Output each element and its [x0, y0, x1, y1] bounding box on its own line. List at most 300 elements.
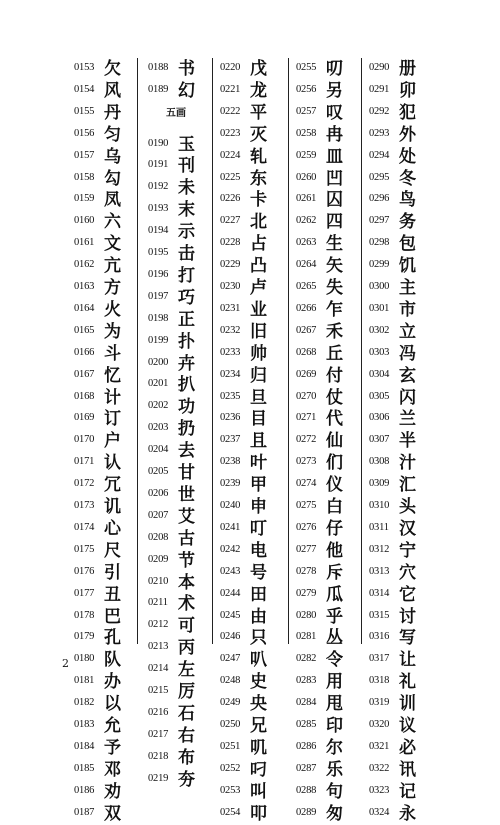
entry-number: 0168 — [74, 390, 95, 402]
entry-number: 0154 — [74, 83, 95, 95]
entry-character: 仪 — [326, 475, 343, 496]
entry-number: 0312 — [369, 543, 390, 555]
entry-number: 0194 — [148, 225, 169, 237]
entry-character: 双 — [104, 803, 121, 824]
entry-number: 0171 — [74, 456, 95, 468]
entry-character: 甘 — [178, 463, 195, 484]
entry-character: 册 — [399, 59, 416, 79]
entry-character: 示 — [178, 222, 195, 243]
entry-number: 0224 — [220, 149, 241, 161]
entry-number: 0239 — [220, 478, 241, 490]
entry-number: 0264 — [296, 259, 317, 271]
entry-number: 0187 — [74, 806, 95, 818]
entry-character: 帅 — [250, 343, 267, 364]
entry-character: 灭 — [250, 124, 267, 145]
entry-character: 市 — [399, 299, 416, 320]
entry-number: 0272 — [296, 434, 317, 446]
entry-number: 0229 — [220, 259, 241, 271]
entry-number: 0213 — [148, 641, 169, 653]
entry-character: 矢 — [326, 256, 343, 277]
entry-character: 犯 — [399, 102, 416, 123]
entry-number: 0259 — [296, 149, 317, 161]
entry-number: 0292 — [369, 105, 390, 117]
entry-number: 0235 — [220, 390, 241, 402]
entry-number: 0233 — [220, 346, 241, 358]
entry-number: 0211 — [148, 597, 168, 609]
entry-number: 0188 — [148, 62, 169, 73]
entry-number: 0286 — [296, 740, 317, 752]
entry-number: 0177 — [74, 587, 95, 599]
entry-character: 去 — [178, 441, 195, 462]
entry-number: 0181 — [74, 675, 95, 687]
entry-number: 0319 — [369, 697, 390, 709]
entry-character: 右 — [178, 725, 195, 746]
entry-character: 凤 — [104, 190, 121, 211]
entry-character: 皿 — [326, 146, 343, 167]
entry-number: 0172 — [74, 478, 95, 490]
entry-number: 0257 — [296, 105, 317, 117]
entry-number: 0250 — [220, 719, 241, 730]
entry-number: 0260 — [296, 171, 317, 183]
entry-character: 叨 — [326, 59, 343, 79]
entry-character: 句 — [326, 781, 343, 802]
entry-character: 正 — [178, 309, 195, 330]
entry-number: 0306 — [369, 412, 390, 424]
entry-number: 0155 — [74, 105, 95, 117]
entry-number: 0179 — [74, 631, 95, 643]
entry-character: 令 — [326, 650, 343, 671]
entry-number: 0225 — [220, 171, 241, 183]
entry-number: 0301 — [369, 302, 390, 314]
entry-number: 0241 — [220, 521, 241, 533]
entry-character: 电 — [250, 540, 267, 561]
entry-number: 0166 — [74, 346, 95, 358]
entry-number: 0212 — [148, 619, 169, 631]
entry-character: 史 — [250, 672, 267, 693]
entry-number: 0163 — [74, 281, 95, 292]
entry-character: 乎 — [326, 606, 343, 627]
entry-number: 0288 — [296, 784, 317, 796]
entry-character: 扒 — [178, 375, 195, 396]
entry-number: 0285 — [296, 719, 317, 730]
entry-number: 0308 — [369, 456, 390, 468]
entry-number: 0242 — [220, 543, 241, 555]
entry-character: 丹 — [104, 102, 121, 123]
entry-character: 饥 — [399, 256, 416, 277]
entry-number: 0201 — [148, 378, 169, 390]
entry-character: 代 — [326, 409, 343, 430]
entry-number: 0218 — [148, 750, 169, 762]
entry-number: 0232 — [220, 324, 241, 336]
entry-character: 讯 — [399, 759, 416, 780]
entry-character: 礼 — [399, 672, 416, 693]
entry-number: 0184 — [74, 740, 95, 752]
entry-character: 本 — [178, 572, 195, 593]
entry-number: 0276 — [296, 521, 317, 533]
entry-character: 只 — [250, 628, 267, 649]
entry-number: 0256 — [296, 83, 317, 95]
entry-number: 0295 — [369, 171, 390, 183]
entry-number: 0214 — [148, 663, 169, 675]
entry-character: 旦 — [250, 387, 267, 408]
entry-character: 叶 — [250, 453, 267, 474]
entry-character: 议 — [399, 716, 416, 736]
entry-character: 击 — [178, 244, 195, 265]
entry-character: 世 — [178, 484, 195, 505]
entry-character: 让 — [399, 650, 416, 671]
entry-number: 0182 — [74, 697, 95, 709]
entry-character: 刊 — [178, 156, 195, 177]
entry-number: 0198 — [148, 312, 169, 324]
entry-number: 0216 — [148, 706, 169, 718]
entry-number: 0162 — [74, 259, 95, 271]
entry-character: 立 — [399, 321, 416, 342]
entry-number: 0263 — [296, 237, 317, 249]
entry-character: 叼 — [250, 759, 267, 780]
entry-character: 付 — [326, 365, 343, 386]
entry-number: 0278 — [296, 565, 317, 577]
entry-number: 0267 — [296, 324, 317, 336]
entry-character: 巧 — [178, 287, 195, 308]
entry-number: 0302 — [369, 324, 390, 336]
entry-character: 六 — [104, 212, 121, 233]
entry-character: 卢 — [250, 278, 267, 298]
entry-number: 0277 — [296, 543, 317, 555]
column-divider — [288, 58, 289, 644]
entry-number: 0178 — [74, 609, 95, 621]
entry-character: 必 — [399, 737, 416, 758]
entry-character: 可 — [178, 616, 195, 637]
entry-character: 号 — [250, 562, 267, 583]
entry-character: 记 — [399, 781, 416, 802]
entry-number: 0209 — [148, 553, 169, 565]
entry-number: 0208 — [148, 531, 169, 543]
entry-character: 勾 — [104, 168, 121, 189]
entry-number: 0157 — [74, 149, 95, 161]
entry-character: 术 — [178, 594, 195, 615]
entry-number: 0217 — [148, 728, 169, 740]
entry-number: 0220 — [220, 62, 241, 73]
entry-number: 0258 — [296, 127, 317, 139]
entry-number: 0189 — [148, 83, 169, 95]
entry-character: 欠 — [104, 59, 121, 79]
entry-number: 0253 — [220, 784, 241, 796]
entry-number: 0236 — [220, 412, 241, 424]
entry-number: 0310 — [369, 500, 390, 511]
entry-number: 0238 — [220, 456, 241, 468]
entry-character: 巴 — [104, 606, 121, 627]
entry-number: 0316 — [369, 631, 390, 643]
page-number: 2 — [62, 657, 69, 670]
entry-number: 0251 — [220, 740, 241, 752]
entry-number: 0221 — [220, 83, 241, 95]
entry-number: 0300 — [369, 281, 390, 292]
entry-character: 斥 — [326, 562, 343, 583]
entry-number: 0303 — [369, 346, 390, 358]
entry-character: 他 — [326, 540, 343, 561]
entry-number: 0252 — [220, 762, 241, 774]
entry-character: 丘 — [326, 343, 343, 364]
entry-number: 0323 — [369, 784, 390, 796]
entry-number: 0249 — [220, 697, 241, 709]
entry-number: 0266 — [296, 302, 317, 314]
entry-character: 包 — [399, 234, 416, 255]
entry-character: 汇 — [399, 475, 416, 496]
entry-number: 0199 — [148, 334, 169, 346]
entry-character: 央 — [250, 694, 267, 715]
entry-number: 0190 — [148, 137, 169, 149]
entry-number: 0261 — [296, 193, 317, 205]
entry-character: 生 — [326, 234, 343, 255]
entry-number: 0282 — [296, 653, 317, 665]
entry-number: 0180 — [74, 653, 95, 665]
entry-character: 叹 — [326, 102, 343, 123]
entry-number: 0322 — [369, 762, 390, 774]
entry-character: 未 — [178, 178, 195, 199]
entry-character: 闪 — [399, 387, 416, 408]
entry-number: 0223 — [220, 127, 241, 139]
entry-number: 0311 — [369, 521, 389, 533]
entry-number: 0161 — [74, 237, 95, 249]
entry-character: 它 — [399, 584, 416, 605]
entry-number: 0294 — [369, 149, 390, 161]
column-divider — [212, 58, 213, 644]
entry-number: 0317 — [369, 653, 390, 665]
entry-number: 0173 — [74, 500, 95, 511]
entry-number: 0231 — [220, 302, 241, 314]
entry-number: 0240 — [220, 500, 241, 511]
entry-number: 0321 — [369, 740, 390, 752]
entry-character: 讨 — [399, 606, 416, 627]
entry-character: 凸 — [250, 256, 267, 277]
entry-character: 古 — [178, 528, 195, 549]
entry-character: 甩 — [326, 694, 343, 715]
entry-number: 0186 — [74, 784, 95, 796]
entry-character: 丙 — [178, 638, 195, 659]
entry-character: 轧 — [250, 146, 267, 167]
entry-character: 写 — [399, 628, 416, 649]
entry-number: 0207 — [148, 509, 169, 521]
entry-character: 玉 — [178, 134, 195, 155]
entry-number: 0175 — [74, 543, 95, 555]
section-heading: 五画 — [166, 108, 186, 119]
entry-number: 0167 — [74, 368, 95, 380]
entry-number: 0210 — [148, 575, 169, 587]
entry-number: 0228 — [220, 237, 241, 249]
entry-character: 布 — [178, 747, 195, 768]
entry-number: 0206 — [148, 487, 169, 499]
entry-character: 仙 — [326, 431, 343, 452]
entry-number: 0270 — [296, 390, 317, 402]
entry-number: 0287 — [296, 762, 317, 774]
entry-character: 忆 — [104, 365, 121, 386]
entry-character: 龙 — [250, 80, 267, 101]
entry-character: 囚 — [326, 190, 343, 211]
entry-character: 火 — [104, 299, 121, 320]
entry-character: 队 — [104, 650, 121, 671]
entry-number: 0204 — [148, 444, 169, 456]
entry-number: 0296 — [369, 193, 390, 205]
entry-character: 末 — [178, 200, 195, 221]
entry-number: 0299 — [369, 259, 390, 271]
entry-number: 0197 — [148, 290, 169, 302]
entry-number: 0314 — [369, 587, 390, 599]
entry-character: 乌 — [104, 146, 121, 167]
entry-character: 乐 — [326, 759, 343, 780]
entry-number: 0200 — [148, 356, 169, 368]
entry-character: 仔 — [326, 518, 343, 539]
entry-character: 石 — [178, 703, 195, 724]
entry-character: 禾 — [326, 321, 343, 342]
entry-character: 由 — [250, 606, 267, 627]
entry-number: 0191 — [148, 159, 169, 171]
entry-number: 0315 — [369, 609, 390, 621]
entry-number: 0313 — [369, 565, 390, 577]
entry-character: 打 — [178, 265, 195, 286]
entry-character: 书 — [178, 59, 195, 79]
entry-character: 夯 — [178, 769, 195, 790]
entry-number: 0248 — [220, 675, 241, 687]
entry-character: 厉 — [178, 682, 195, 703]
entry-character: 外 — [399, 124, 416, 145]
entry-character: 半 — [399, 431, 416, 452]
entry-character: 田 — [250, 584, 267, 605]
entry-number: 0274 — [296, 478, 317, 490]
entry-character: 主 — [399, 278, 416, 298]
entry-number: 0243 — [220, 565, 241, 577]
entry-character: 卉 — [178, 353, 195, 374]
entry-character: 文 — [104, 234, 121, 255]
entry-character: 鸟 — [399, 190, 416, 211]
entry-character: 劝 — [104, 781, 121, 802]
entry-character: 亢 — [104, 256, 121, 277]
entry-character: 邓 — [104, 759, 121, 780]
entry-character: 办 — [104, 672, 121, 693]
entry-number: 0170 — [74, 434, 95, 446]
entry-number: 0192 — [148, 181, 169, 193]
entry-number: 0237 — [220, 434, 241, 446]
entry-number: 0309 — [369, 478, 390, 490]
entry-character: 玄 — [399, 365, 416, 386]
entry-character: 讥 — [104, 497, 121, 517]
entry-character: 目 — [250, 409, 267, 430]
entry-character: 功 — [178, 397, 195, 418]
entry-number: 0156 — [74, 127, 95, 139]
entry-character: 左 — [178, 660, 195, 681]
entry-number: 0203 — [148, 422, 169, 434]
entry-character: 为 — [104, 321, 121, 342]
entry-number: 0165 — [74, 324, 95, 336]
entry-number: 0279 — [296, 587, 317, 599]
entry-number: 0222 — [220, 105, 241, 117]
entry-number: 0205 — [148, 466, 169, 478]
entry-character: 冯 — [399, 343, 416, 364]
entry-number: 0169 — [74, 412, 95, 424]
entry-number: 0195 — [148, 247, 169, 259]
entry-number: 0219 — [148, 772, 169, 784]
entry-character: 冬 — [399, 168, 416, 189]
entry-character: 印 — [326, 716, 343, 736]
entry-character: 允 — [104, 716, 121, 736]
entry-character: 予 — [104, 737, 121, 758]
entry-number: 0284 — [296, 697, 317, 709]
entry-number: 0262 — [296, 215, 317, 227]
entry-number: 0196 — [148, 268, 169, 280]
entry-number: 0183 — [74, 719, 95, 730]
entry-number: 0283 — [296, 675, 317, 687]
entry-number: 0320 — [369, 719, 390, 730]
entry-number: 0176 — [74, 565, 95, 577]
entry-character: 计 — [104, 387, 121, 408]
entry-character: 占 — [250, 234, 267, 255]
entry-character: 孔 — [104, 628, 121, 649]
entry-character: 白 — [326, 497, 343, 517]
entry-number: 0230 — [220, 281, 241, 292]
entry-number: 0234 — [220, 368, 241, 380]
entry-character: 丑 — [104, 584, 121, 605]
entry-number: 0254 — [220, 806, 241, 818]
entry-character: 东 — [250, 168, 267, 189]
entry-character: 扑 — [178, 331, 195, 352]
entry-character: 叮 — [250, 518, 267, 539]
entry-character: 尔 — [326, 737, 343, 758]
entry-number: 0226 — [220, 193, 241, 205]
entry-number: 0297 — [369, 215, 390, 227]
entry-character: 兰 — [399, 409, 416, 430]
entry-character: 订 — [104, 409, 121, 430]
entry-character: 们 — [326, 453, 343, 474]
entry-number: 0268 — [296, 346, 317, 358]
entry-number: 0304 — [369, 368, 390, 380]
entry-character: 尺 — [104, 540, 121, 561]
entry-character: 四 — [326, 212, 343, 233]
entry-number: 0245 — [220, 609, 241, 621]
entry-number: 0324 — [369, 806, 390, 818]
entry-character: 引 — [104, 562, 121, 583]
entry-character: 匆 — [326, 803, 343, 824]
entry-number: 0185 — [74, 762, 95, 774]
entry-character: 幻 — [178, 80, 195, 101]
entry-character: 务 — [399, 212, 416, 233]
entry-character: 叭 — [250, 650, 267, 671]
entry-character: 另 — [326, 80, 343, 101]
entry-character: 卡 — [250, 190, 267, 211]
entry-number: 0246 — [220, 631, 241, 643]
entry-character: 叽 — [250, 737, 267, 758]
column-divider — [137, 58, 138, 644]
entry-character: 叩 — [250, 803, 267, 824]
column-divider — [361, 58, 362, 644]
entry-character: 头 — [399, 497, 416, 517]
entry-number: 0305 — [369, 390, 390, 402]
entry-character: 穴 — [399, 562, 416, 583]
entry-character: 心 — [104, 518, 121, 539]
entry-character: 戊 — [250, 59, 267, 79]
entry-number: 0298 — [369, 237, 390, 249]
entry-character: 冗 — [104, 475, 121, 496]
entry-number: 0289 — [296, 806, 317, 818]
entry-number: 0293 — [369, 127, 390, 139]
entry-character: 且 — [250, 431, 267, 452]
entry-character: 以 — [104, 694, 121, 715]
entry-character: 节 — [178, 550, 195, 571]
entry-character: 用 — [326, 672, 343, 693]
entry-character: 申 — [250, 497, 267, 517]
entry-character: 处 — [399, 146, 416, 167]
entry-character: 丛 — [326, 628, 343, 649]
entry-number: 0244 — [220, 587, 241, 599]
entry-number: 0193 — [148, 203, 169, 215]
